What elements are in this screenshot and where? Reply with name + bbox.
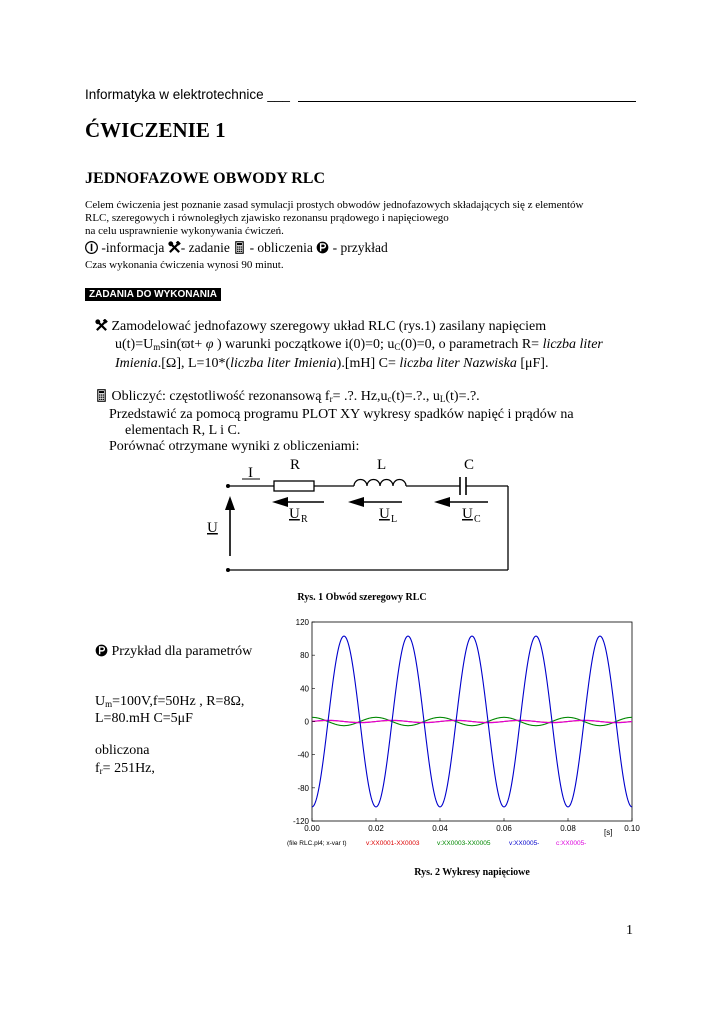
legend-example-label: przykład: [340, 240, 388, 255]
legend-info-label: -informacja: [98, 240, 168, 255]
example-title: [95, 644, 252, 660]
chart-footer-label: (file RLC.pl4; x-var t): [287, 840, 347, 847]
x-tick-label: 0.06: [496, 824, 512, 833]
formula-sub: r: [99, 766, 103, 776]
x-tick-label: 0.10: [624, 824, 640, 833]
arrow-head: [434, 497, 450, 507]
task2-line3: elementach R, L i C.: [125, 423, 241, 438]
arrow-head: [348, 497, 364, 507]
legend-series-2: v:XX0003-XX0005: [437, 840, 491, 847]
rlc-circuit-diagram: [190, 450, 530, 580]
example-title-text: Przykład dla parametrów: [108, 644, 253, 659]
voltage-waveform-chart: [270, 612, 650, 852]
formula-part: U: [95, 694, 106, 709]
x-tick-label: 0.00: [304, 824, 320, 833]
task2-line4: Porównać otrzymane wyniki z obliczeniami:: [109, 439, 360, 454]
label-ul: U: [379, 506, 390, 522]
tools-icon: [168, 241, 181, 254]
example-calc-label: obliczona: [95, 743, 150, 758]
formula-part: (t)=.?., u: [391, 389, 440, 404]
legend-series-3: v:XX0005-: [509, 840, 540, 847]
y-tick-label: 80: [300, 651, 309, 661]
label-uc: U: [462, 506, 473, 522]
example-fr: [95, 761, 155, 777]
intro-line-2: RLC, szeregowych i równoległych zjawisko rezonansu prądowego i napięciowego: [85, 212, 449, 224]
x-axis-unit-label: [s]: [604, 828, 613, 837]
omega-symbol: ϖ: [181, 337, 191, 352]
figure-2-caption: Rys. 2 Wykresy napięciowe: [414, 867, 530, 878]
tasks-heading-badge: ZADANIA DO WYKONANIA: [85, 288, 221, 301]
formula-part: = .?. Hz,u: [332, 389, 388, 404]
formula-part: ).[mH] C=: [336, 356, 400, 371]
x-tick-label: 0.04: [432, 824, 448, 833]
param-italic: liczba liter Nazwiska: [399, 356, 517, 371]
task1-line3: [115, 355, 548, 373]
intro-line-3: na celu usprawnienie wykonywania ćwiczeń.: [85, 225, 284, 237]
label-r: R: [290, 457, 301, 473]
calculator-icon: [233, 241, 246, 254]
task1-text: Zamodelować jednofazowy szeregowy układ RLC (rys.1) zasilany napięciem: [111, 319, 547, 334]
task2-line2: Przedstawić za pomocą programu PLOT XY wykresy spadków napięć i prądów na: [109, 407, 574, 422]
label-current: I: [248, 465, 253, 481]
label-ul-sub: L: [391, 514, 398, 525]
legend-task-label: - zadanie: [180, 240, 234, 255]
formula-part: u(t)=U: [115, 337, 154, 352]
label-uc-sub: C: [474, 514, 481, 525]
formula-part: =100V,f=50Hz , R=8Ω,: [112, 694, 245, 709]
chapter-title: ĆWICZENIE 1: [85, 118, 226, 142]
info-icon: [85, 241, 98, 254]
formula-part: (0)=0, o parametrach R=: [400, 337, 543, 352]
formula-part: .[Ω], L=10*(: [157, 356, 231, 371]
x-tick-label: 0.08: [560, 824, 576, 833]
example-p-icon: [95, 644, 108, 657]
param-italic: Imienia: [115, 356, 158, 371]
y-tick-label: 120: [295, 618, 309, 627]
label-source-voltage: U: [207, 520, 218, 536]
resistor-symbol: [274, 481, 314, 491]
chart-legend: [287, 840, 586, 847]
legend-series-1: v:XX0001-XX0003: [366, 840, 420, 847]
formula-sub: c: [387, 394, 392, 404]
y-tick-label: 0: [304, 717, 309, 727]
formula-part: = 251Hz,: [102, 761, 155, 776]
task2-line1: [95, 388, 480, 408]
formula-part: sin(: [160, 337, 182, 352]
formula-part: [μF].: [516, 356, 549, 371]
legend-example-sep: -: [329, 240, 341, 255]
y-tick-label: -80: [297, 783, 309, 793]
inductor-symbol: [354, 480, 406, 487]
terminal-dot: [226, 568, 230, 572]
x-tick-label: 0.02: [368, 824, 384, 833]
example-p-icon: [316, 241, 329, 254]
formula-sub: m: [105, 699, 113, 709]
arrow-head: [272, 497, 288, 507]
formula-part: (t)=.?.: [445, 389, 480, 404]
formula-sub: r: [329, 394, 333, 404]
symbol-legend: [85, 240, 388, 256]
y-tick-label: -120: [292, 817, 309, 826]
arrow-head: [225, 496, 235, 510]
task1-line1: [95, 318, 546, 336]
duration-note: Czas wykonania ćwiczenia wynosi 90 minut.: [85, 259, 284, 271]
formula-part: ) warunki początkowe i(0)=0; u: [213, 337, 395, 352]
param-italic: liczba liter: [542, 337, 603, 352]
formula-sub: L: [439, 394, 446, 404]
param-italic: liczba liter Imienia: [230, 356, 337, 371]
label-ur-sub: R: [301, 514, 308, 525]
calculator-icon: [95, 389, 108, 402]
page-number: 1: [626, 923, 633, 938]
task1-line2: [115, 336, 603, 356]
tools-icon: [95, 319, 108, 332]
section-title: JEDNOFAZOWE OBWODY RLC: [85, 170, 326, 187]
formula-part: f: [95, 761, 100, 776]
example-params-2: L=80.mH C=5μF: [95, 711, 193, 726]
figure-1-caption: Rys. 1 Obwód szeregowy RLC: [297, 592, 427, 603]
y-tick-label: -40: [297, 750, 309, 760]
formula-part: t+: [190, 337, 206, 352]
label-c: C: [464, 457, 475, 473]
formula-sub: C: [394, 342, 401, 352]
example-params-1: [95, 694, 244, 710]
label-l: L: [377, 457, 387, 473]
label-ur: U: [289, 506, 300, 522]
phi-symbol: φ: [205, 337, 214, 352]
formula-part: Obliczyć: częstotliwość rezonansową f: [111, 389, 330, 404]
terminal-dot: [226, 484, 230, 488]
legend-series-4: c:XX0005-: [556, 840, 587, 847]
y-tick-label: 40: [300, 684, 309, 694]
header-rule: [298, 101, 636, 102]
running-header: Informatyka w elektrotechnice ___: [85, 87, 290, 102]
intro-line-1: Celem ćwiczenia jest poznanie zasad symulacji prostych obwodów jednofazowych składających się z elementów: [85, 199, 584, 211]
legend-calc-label: - obliczenia: [246, 240, 317, 255]
formula-sub: m: [153, 342, 161, 352]
